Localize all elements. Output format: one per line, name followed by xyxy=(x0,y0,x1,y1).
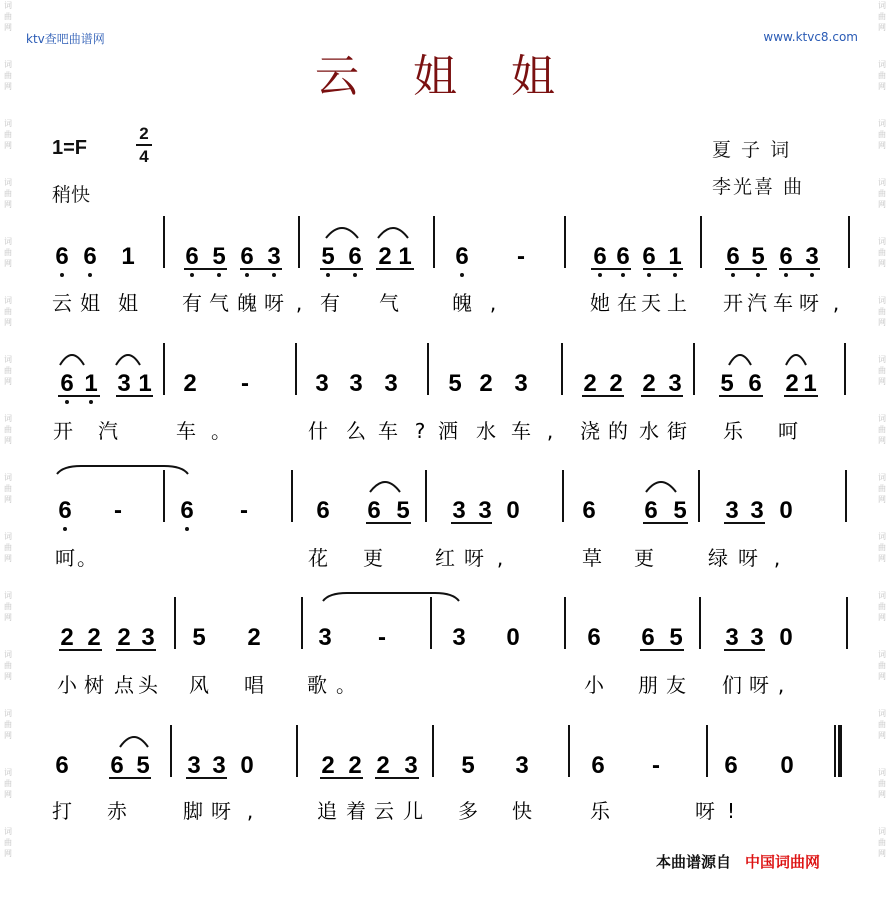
slur xyxy=(378,228,408,238)
note: 6 xyxy=(591,752,605,779)
lyric: 水 xyxy=(476,419,496,443)
note: 3 xyxy=(805,243,819,270)
side-watermark-mark: 词 曲 网 xyxy=(878,650,886,681)
note: 1 xyxy=(803,370,817,397)
note: 5 xyxy=(192,624,206,651)
note: 3 xyxy=(187,752,201,779)
side-watermark-mark: 词 曲 网 xyxy=(878,178,886,209)
note: 6 xyxy=(58,497,72,524)
note: 6 xyxy=(642,243,656,270)
lyric: 快 xyxy=(512,799,532,823)
tempo-marking: 稍快 xyxy=(52,184,91,206)
note: 6 xyxy=(724,752,738,779)
lyric: 云 xyxy=(52,291,72,315)
lyric: 歌 xyxy=(307,673,327,697)
note: 3 xyxy=(725,624,739,651)
lyric: 友 xyxy=(666,673,686,697)
note: 6 xyxy=(83,243,97,270)
lyric: 姐 xyxy=(118,291,138,315)
side-watermark-mark: 词 曲 网 xyxy=(4,60,12,91)
octave-dot xyxy=(756,273,760,277)
lyric: 朋 xyxy=(638,673,658,697)
note: 6 xyxy=(455,243,469,270)
lyric: 点 xyxy=(114,673,134,697)
lyric: 唱 xyxy=(244,673,264,697)
side-watermark-mark: 词 曲 网 xyxy=(4,650,12,681)
lyric: 风 xyxy=(189,673,209,697)
lyric: 更 xyxy=(634,546,654,570)
octave-dot xyxy=(245,273,249,277)
note: 6 xyxy=(587,624,601,651)
octave-dot xyxy=(647,273,651,277)
lyric: 树 xyxy=(84,673,104,697)
barline xyxy=(846,597,848,649)
lyric: 开 xyxy=(53,419,73,443)
note: 2 xyxy=(247,624,261,651)
lyric: , xyxy=(773,546,781,570)
lyric: 。 xyxy=(211,419,231,443)
lyric: , xyxy=(246,799,254,823)
note: 6 xyxy=(55,752,69,779)
note: 3 xyxy=(404,752,418,779)
lyric: 。 xyxy=(336,673,356,697)
barline xyxy=(170,725,172,777)
barline xyxy=(163,216,165,268)
slur xyxy=(326,228,358,238)
slur xyxy=(646,482,676,492)
note: 6 xyxy=(316,497,330,524)
side-watermark-mark: 词 曲 网 xyxy=(878,1,886,32)
barline xyxy=(834,725,836,777)
song-title: 云 姐 姐 xyxy=(315,51,575,102)
note: 1 xyxy=(121,243,135,270)
note: 2 xyxy=(376,752,390,779)
lyric: 呀 xyxy=(264,291,284,315)
note: 0 xyxy=(506,624,520,651)
note: 2 xyxy=(583,370,597,397)
octave-dot xyxy=(185,527,189,531)
side-watermark-mark: 词 曲 网 xyxy=(4,237,12,268)
lyric: 有 xyxy=(320,291,340,315)
lyric: 多 xyxy=(458,799,478,823)
note: 0 xyxy=(779,497,793,524)
time-signature-top: 2 xyxy=(139,124,149,143)
lyric: 水 xyxy=(639,419,659,443)
side-watermark-mark: 词 曲 网 xyxy=(4,532,12,563)
barline xyxy=(295,343,297,395)
lyric: , xyxy=(777,673,785,697)
octave-dot xyxy=(326,273,330,277)
lyric: 她 xyxy=(590,291,610,315)
octave-dot xyxy=(460,273,464,277)
octave-dot xyxy=(190,273,194,277)
octave-dot xyxy=(65,400,69,404)
lyric: 气 xyxy=(379,291,399,315)
lyric: 头 xyxy=(138,673,158,697)
side-watermark-mark: 词 曲 网 xyxy=(4,296,12,327)
note: 3 xyxy=(750,624,764,651)
lyric: , xyxy=(295,291,303,315)
lyric: , xyxy=(546,419,554,443)
barline xyxy=(564,597,566,649)
barline xyxy=(301,597,303,649)
slur xyxy=(60,355,84,365)
note: 6 xyxy=(644,497,658,524)
lyric: 小 xyxy=(57,673,77,697)
lyric: 小 xyxy=(584,673,604,697)
note: 6 xyxy=(593,243,607,270)
octave-dot xyxy=(272,273,276,277)
slur xyxy=(786,355,806,365)
lyric: 呀 xyxy=(738,546,758,570)
note: 6 xyxy=(641,624,655,651)
note: 3 xyxy=(212,752,226,779)
note: 5 xyxy=(461,752,475,779)
footer-source-label: 本曲谱源自 xyxy=(656,853,732,871)
side-watermark-mark: 词 曲 网 xyxy=(4,414,12,445)
note: 2 xyxy=(479,370,493,397)
lyric: 车 xyxy=(176,419,196,443)
barline xyxy=(706,725,708,777)
watermark-site-left: ktv查吧曲谱网 xyxy=(26,32,105,46)
lyric: 草 xyxy=(582,546,602,570)
note: 6 xyxy=(110,752,124,779)
note: 3 xyxy=(478,497,492,524)
note: 5 xyxy=(673,497,687,524)
note: 3 xyxy=(117,370,131,397)
note: 6 xyxy=(55,243,69,270)
octave-dot xyxy=(63,527,67,531)
side-watermark-mark: 词 曲 网 xyxy=(4,178,12,209)
side-watermark-mark: 词 曲 网 xyxy=(4,709,12,740)
note: 0 xyxy=(506,497,520,524)
barline xyxy=(425,470,427,522)
barline xyxy=(568,725,570,777)
side-watermark-mark: 词 曲 网 xyxy=(4,473,12,504)
note: 3 xyxy=(349,370,363,397)
octave-dot xyxy=(60,273,64,277)
octave-dot xyxy=(89,400,93,404)
lyric: 上 xyxy=(667,291,687,315)
side-watermark-mark: 词 曲 网 xyxy=(4,119,12,150)
note: - xyxy=(652,752,660,779)
note: 5 xyxy=(669,624,683,651)
lyric: 呀 xyxy=(464,546,484,570)
octave-dot xyxy=(731,273,735,277)
note: 3 xyxy=(267,243,281,270)
octave-dot xyxy=(598,273,602,277)
note: 6 xyxy=(348,243,362,270)
side-watermark-mark: 词 曲 网 xyxy=(878,237,886,268)
note: 2 xyxy=(117,624,131,651)
note: 2 xyxy=(609,370,623,397)
note: 1 xyxy=(398,243,412,270)
lyric: 儿 xyxy=(403,799,423,823)
lyric: 乐 xyxy=(590,799,610,823)
note: 3 xyxy=(318,624,332,651)
note: 3 xyxy=(514,370,528,397)
lyric: 么 xyxy=(346,419,366,443)
lyric: 什 xyxy=(308,419,328,443)
barline xyxy=(174,597,176,649)
note: 6 xyxy=(240,243,254,270)
barline xyxy=(699,597,701,649)
slur xyxy=(729,355,751,365)
lyric: 有 xyxy=(182,291,202,315)
lyric: 的 xyxy=(608,419,628,443)
key-signature: 1=F xyxy=(52,137,88,159)
note: 3 xyxy=(452,624,466,651)
octave-dot xyxy=(353,273,357,277)
lyric: 们 xyxy=(722,673,742,697)
octave-dot xyxy=(621,273,625,277)
octave-dot xyxy=(810,273,814,277)
barline xyxy=(561,343,563,395)
lyric: 气 xyxy=(209,291,229,315)
slur xyxy=(370,482,400,492)
lyric: 汽 xyxy=(747,291,767,315)
footer-source xyxy=(656,851,820,872)
note: 0 xyxy=(240,752,254,779)
barline xyxy=(698,470,700,522)
barline xyxy=(427,343,429,395)
lyric: 打 xyxy=(52,799,72,823)
lyric: 车 xyxy=(511,419,531,443)
note: 5 xyxy=(136,752,150,779)
lyric: 呀 xyxy=(211,799,231,823)
lyric: 着 xyxy=(346,799,366,823)
note: 3 xyxy=(315,370,329,397)
side-watermark-mark: 词 曲 网 xyxy=(878,355,886,386)
octave-dot xyxy=(217,273,221,277)
note: 0 xyxy=(780,752,794,779)
note: - xyxy=(241,370,249,397)
lyric: 追 xyxy=(317,799,337,823)
lyric: 。 xyxy=(77,546,97,570)
octave-dot xyxy=(673,273,677,277)
note: 1 xyxy=(138,370,152,397)
barline xyxy=(562,470,564,522)
composer-credit: 李光喜 曲 xyxy=(712,176,805,198)
lyric: 开 xyxy=(723,291,743,315)
barline xyxy=(163,343,165,395)
side-watermark-mark: 词 曲 网 xyxy=(878,296,886,327)
note: 2 xyxy=(60,624,74,651)
barline xyxy=(433,216,435,268)
lyric: ? xyxy=(414,419,426,443)
note: 2 xyxy=(87,624,101,651)
note: 5 xyxy=(720,370,734,397)
side-watermark-mark: 词 曲 网 xyxy=(878,60,886,91)
lyric: 呀 xyxy=(749,673,769,697)
note: 5 xyxy=(212,243,226,270)
note: 1 xyxy=(668,243,682,270)
side-watermark-mark: 词 曲 网 xyxy=(878,768,886,799)
note: 1 xyxy=(84,370,98,397)
side-watermark-mark: 词 曲 网 xyxy=(4,591,12,622)
lyric: 呵 xyxy=(778,419,798,443)
lyric: 花 xyxy=(308,546,328,570)
note: 3 xyxy=(725,497,739,524)
barline xyxy=(291,470,293,522)
note: 3 xyxy=(515,752,529,779)
lyric: 在 xyxy=(617,291,637,315)
octave-dot xyxy=(88,273,92,277)
note: 6 xyxy=(60,370,74,397)
note: 2 xyxy=(348,752,362,779)
barline xyxy=(564,216,566,268)
lyric: 车 xyxy=(378,419,398,443)
barline xyxy=(838,725,842,777)
barline xyxy=(844,343,846,395)
barline xyxy=(298,216,300,268)
barline xyxy=(700,216,702,268)
barline xyxy=(296,725,298,777)
lyric: 红 xyxy=(435,546,455,570)
note: 2 xyxy=(642,370,656,397)
lyric: , xyxy=(832,291,840,315)
lyric: , xyxy=(489,291,497,315)
note: 2 xyxy=(183,370,197,397)
lyric: 街 xyxy=(667,419,687,443)
note: 6 xyxy=(582,497,596,524)
lyric: 浇 xyxy=(580,419,600,443)
side-watermark-mark: 词 曲 网 xyxy=(4,827,12,858)
side-watermark-mark: 词 曲 网 xyxy=(878,414,886,445)
note: 3 xyxy=(668,370,682,397)
lyric: , xyxy=(496,546,504,570)
note: - xyxy=(517,243,525,270)
lyric: 乐 xyxy=(723,419,743,443)
lyric: 呀 xyxy=(695,799,715,823)
note: 6 xyxy=(726,243,740,270)
lyric: 更 xyxy=(363,546,383,570)
side-watermark-mark: 词 曲 网 xyxy=(4,355,12,386)
lyric: 云 xyxy=(374,799,394,823)
lyric: ! xyxy=(726,799,736,823)
lyric: 魄 xyxy=(452,291,472,315)
lyric: 天 xyxy=(641,291,661,315)
side-watermark-mark: 词 曲 网 xyxy=(878,532,886,563)
note: 5 xyxy=(321,243,335,270)
note: 2 xyxy=(785,370,799,397)
note: 3 xyxy=(141,624,155,651)
lyric: 汽 xyxy=(98,419,118,443)
lyric: 呀 xyxy=(799,291,819,315)
note: 6 xyxy=(616,243,630,270)
slur xyxy=(116,355,140,365)
lyricist-credit: 夏 子 词 xyxy=(712,139,792,161)
note: 6 xyxy=(748,370,762,397)
note: 0 xyxy=(779,624,793,651)
side-watermark-mark: 词 曲 网 xyxy=(878,827,886,858)
watermark-site-right: www.ktvc8.com xyxy=(763,30,858,44)
lyric: 魄 xyxy=(237,291,257,315)
note: 6 xyxy=(185,243,199,270)
note: 6 xyxy=(180,497,194,524)
side-watermark-mark: 词 曲 网 xyxy=(878,709,886,740)
note: 5 xyxy=(751,243,765,270)
side-watermark-mark: 词 曲 网 xyxy=(4,768,12,799)
lyric: 赤 xyxy=(107,799,127,823)
note: - xyxy=(240,497,248,524)
octave-dot xyxy=(784,273,788,277)
note: - xyxy=(378,624,386,651)
tie xyxy=(323,593,459,601)
note: 3 xyxy=(452,497,466,524)
side-watermark-mark: 词 曲 网 xyxy=(4,1,12,32)
barline xyxy=(848,216,850,268)
barline xyxy=(430,597,432,649)
side-watermark-mark: 词 曲 网 xyxy=(878,473,886,504)
barline xyxy=(845,470,847,522)
note: 2 xyxy=(321,752,335,779)
lyric: 洒 xyxy=(438,419,458,443)
tie xyxy=(57,466,188,474)
lyric: 脚 xyxy=(183,799,203,823)
slur xyxy=(120,737,148,747)
note: 6 xyxy=(779,243,793,270)
side-watermark-mark: 词 曲 网 xyxy=(878,591,886,622)
note: 6 xyxy=(367,497,381,524)
time-signature-bottom: 4 xyxy=(139,147,149,166)
note: 5 xyxy=(396,497,410,524)
lyric: 呵 xyxy=(55,546,75,570)
side-watermark-mark: 词 曲 网 xyxy=(878,119,886,150)
note: 3 xyxy=(750,497,764,524)
lyric: 绿 xyxy=(708,546,728,570)
barline xyxy=(693,343,695,395)
note: 5 xyxy=(448,370,462,397)
note: 3 xyxy=(384,370,398,397)
note: 2 xyxy=(378,243,392,270)
note: - xyxy=(114,497,122,524)
lyric: 姐 xyxy=(80,291,100,315)
lyric: 车 xyxy=(773,291,793,315)
barline xyxy=(432,725,434,777)
footer-brand: 中国词曲网 xyxy=(745,853,821,871)
barline xyxy=(163,470,165,522)
